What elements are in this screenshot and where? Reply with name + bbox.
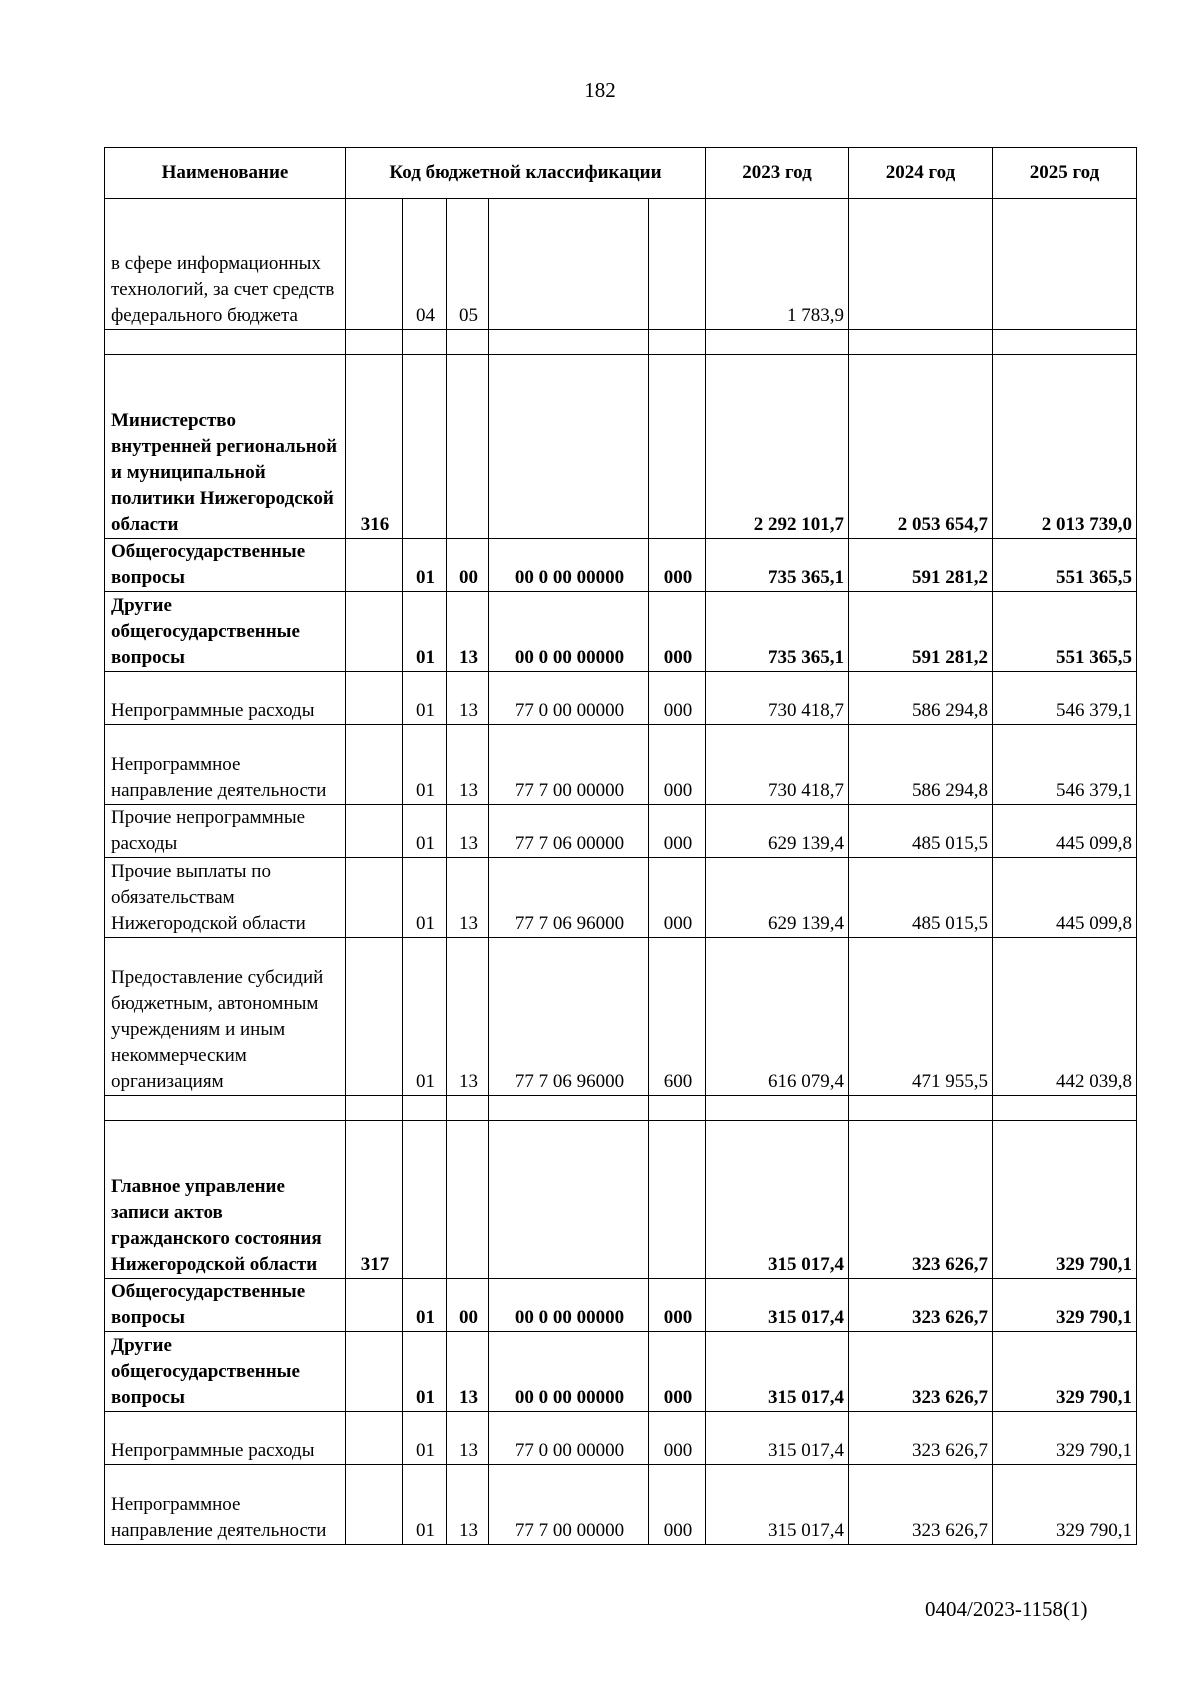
row-2024: 2 053 654,7 bbox=[849, 355, 993, 539]
row-pr: 13 bbox=[447, 858, 489, 938]
row-2025: 546 379,1 bbox=[993, 725, 1137, 805]
row-grbs bbox=[346, 672, 403, 725]
row-2024: 323 626,7 bbox=[849, 1332, 993, 1412]
row-grbs bbox=[346, 1332, 403, 1412]
row-pr: 13 bbox=[447, 1465, 489, 1545]
row-rz bbox=[403, 1121, 447, 1279]
table-row bbox=[105, 858, 1137, 938]
row-grbs bbox=[346, 539, 403, 592]
row-csr: 77 0 00 00000 bbox=[489, 1412, 649, 1465]
row-csr bbox=[489, 199, 649, 330]
row-2024: 323 626,7 bbox=[849, 1279, 993, 1332]
row-2023: 315 017,4 bbox=[706, 1279, 849, 1332]
row-2024: 591 281,2 bbox=[849, 539, 993, 592]
table-header-row bbox=[105, 148, 1137, 199]
row-name: Непрограммное направление деятельности bbox=[105, 1465, 346, 1545]
row-2025: 2 013 739,0 bbox=[993, 355, 1137, 539]
row-vr: 000 bbox=[649, 1412, 706, 1465]
row-name: Предоставление субсидий бюджетным, автономным учреждениям и иным некоммерческим организациям bbox=[105, 938, 346, 1096]
row-name: Министерство внутренней региональной и муниципальной политики Нижегородской области bbox=[105, 355, 346, 539]
row-grbs bbox=[346, 805, 403, 858]
row-2024 bbox=[849, 199, 993, 330]
row-2023: 730 418,7 bbox=[706, 725, 849, 805]
row-vr bbox=[649, 1121, 706, 1279]
header-2025: 2025 год bbox=[993, 148, 1137, 199]
row-pr: 00 bbox=[447, 539, 489, 592]
budget-table bbox=[104, 147, 1137, 1545]
row-2023: 315 017,4 bbox=[706, 1465, 849, 1545]
row-2025: 546 379,1 bbox=[993, 672, 1137, 725]
row-2024: 323 626,7 bbox=[849, 1412, 993, 1465]
table-row bbox=[105, 805, 1137, 858]
table-row bbox=[105, 539, 1137, 592]
row-grbs bbox=[346, 1465, 403, 1545]
row-vr: 600 bbox=[649, 938, 706, 1096]
row-vr: 000 bbox=[649, 539, 706, 592]
row-grbs bbox=[346, 938, 403, 1096]
row-2024: 586 294,8 bbox=[849, 672, 993, 725]
row-name: Общегосударственные вопросы bbox=[105, 1279, 346, 1332]
row-name: Прочие непрограммные расходы bbox=[105, 805, 346, 858]
row-2025: 329 790,1 bbox=[993, 1121, 1137, 1279]
row-name: Непрограммное направление деятельности bbox=[105, 725, 346, 805]
row-rz: 01 bbox=[403, 938, 447, 1096]
table-row bbox=[105, 1412, 1137, 1465]
row-rz bbox=[403, 355, 447, 539]
row-pr: 13 bbox=[447, 725, 489, 805]
row-rz: 01 bbox=[403, 858, 447, 938]
row-2025: 445 099,8 bbox=[993, 805, 1137, 858]
row-pr: 05 bbox=[447, 199, 489, 330]
row-2024: 323 626,7 bbox=[849, 1465, 993, 1545]
row-2023: 2 292 101,7 bbox=[706, 355, 849, 539]
row-grbs: 317 bbox=[346, 1121, 403, 1279]
row-grbs bbox=[346, 1279, 403, 1332]
table-row bbox=[105, 1465, 1137, 1545]
row-vr: 000 bbox=[649, 805, 706, 858]
row-csr: 77 7 00 00000 bbox=[489, 1465, 649, 1545]
row-grbs: 316 bbox=[346, 355, 403, 539]
row-pr: 13 bbox=[447, 1412, 489, 1465]
row-2024: 485 015,5 bbox=[849, 858, 993, 938]
table-row bbox=[105, 1332, 1137, 1412]
row-grbs bbox=[346, 1412, 403, 1465]
row-grbs bbox=[346, 725, 403, 805]
row-pr: 13 bbox=[447, 672, 489, 725]
row-pr bbox=[447, 1121, 489, 1279]
row-vr: 000 bbox=[649, 1279, 706, 1332]
row-name: Другие общегосударственные вопросы bbox=[105, 592, 346, 672]
row-2023: 735 365,1 bbox=[706, 539, 849, 592]
row-2023: 315 017,4 bbox=[706, 1121, 849, 1279]
row-name: Главное управление записи актов гражданского состояния Нижегородской области bbox=[105, 1121, 346, 1279]
row-rz: 01 bbox=[403, 1465, 447, 1545]
row-2025: 445 099,8 bbox=[993, 858, 1137, 938]
row-name: в сфере информационных технологий, за счет средств федерального бюджета bbox=[105, 199, 346, 330]
table-row bbox=[105, 199, 1137, 330]
row-rz: 01 bbox=[403, 1279, 447, 1332]
row-2025: 442 039,8 bbox=[993, 938, 1137, 1096]
row-rz: 01 bbox=[403, 1332, 447, 1412]
row-2025: 329 790,1 bbox=[993, 1465, 1137, 1545]
row-2023: 315 017,4 bbox=[706, 1332, 849, 1412]
row-2023: 730 418,7 bbox=[706, 672, 849, 725]
row-rz: 01 bbox=[403, 805, 447, 858]
row-grbs bbox=[346, 858, 403, 938]
row-name: Другие общегосударственные вопросы bbox=[105, 1332, 346, 1412]
row-2024: 471 955,5 bbox=[849, 938, 993, 1096]
row-grbs bbox=[346, 199, 403, 330]
row-csr bbox=[489, 1121, 649, 1279]
row-pr: 00 bbox=[447, 1279, 489, 1332]
header-2024: 2024 год bbox=[849, 148, 993, 199]
row-csr: 77 7 06 00000 bbox=[489, 805, 649, 858]
row-2024: 323 626,7 bbox=[849, 1121, 993, 1279]
row-csr: 77 7 06 96000 bbox=[489, 938, 649, 1096]
row-vr: 000 bbox=[649, 1465, 706, 1545]
row-rz: 01 bbox=[403, 725, 447, 805]
row-csr: 00 0 00 00000 bbox=[489, 592, 649, 672]
row-pr: 13 bbox=[447, 592, 489, 672]
header-2023: 2023 год bbox=[706, 148, 849, 199]
row-name: Прочие выплаты по обязательствам Нижегородской области bbox=[105, 858, 346, 938]
table-row bbox=[105, 938, 1137, 1096]
row-2025: 329 790,1 bbox=[993, 1279, 1137, 1332]
row-csr: 00 0 00 00000 bbox=[489, 1332, 649, 1412]
row-2025 bbox=[993, 199, 1137, 330]
row-2024: 591 281,2 bbox=[849, 592, 993, 672]
spacer-row bbox=[105, 330, 1137, 355]
row-2023: 629 139,4 bbox=[706, 805, 849, 858]
table-row bbox=[105, 1121, 1137, 1279]
row-pr bbox=[447, 355, 489, 539]
row-vr: 000 bbox=[649, 1332, 706, 1412]
row-name: Непрограммные расходы bbox=[105, 672, 346, 725]
row-csr: 00 0 00 00000 bbox=[489, 539, 649, 592]
row-csr: 77 7 00 00000 bbox=[489, 725, 649, 805]
row-rz: 01 bbox=[403, 672, 447, 725]
row-2024: 485 015,5 bbox=[849, 805, 993, 858]
row-csr: 77 0 00 00000 bbox=[489, 672, 649, 725]
row-2024: 586 294,8 bbox=[849, 725, 993, 805]
row-name: Непрограммные расходы bbox=[105, 1412, 346, 1465]
row-rz: 01 bbox=[403, 592, 447, 672]
row-2023: 616 079,4 bbox=[706, 938, 849, 1096]
document-code: 0404/2023-1158(1) bbox=[925, 1597, 1088, 1621]
row-2023: 1 783,9 bbox=[706, 199, 849, 330]
row-vr bbox=[649, 199, 706, 330]
row-2025: 329 790,1 bbox=[993, 1412, 1137, 1465]
row-pr: 13 bbox=[447, 805, 489, 858]
row-2023: 629 139,4 bbox=[706, 858, 849, 938]
table-row bbox=[105, 672, 1137, 725]
row-csr: 77 7 06 96000 bbox=[489, 858, 649, 938]
row-csr bbox=[489, 355, 649, 539]
header-name: Наименование bbox=[105, 148, 346, 199]
row-pr: 13 bbox=[447, 938, 489, 1096]
table-row bbox=[105, 355, 1137, 539]
row-csr: 00 0 00 00000 bbox=[489, 1279, 649, 1332]
row-vr: 000 bbox=[649, 592, 706, 672]
row-vr: 000 bbox=[649, 725, 706, 805]
row-rz: 04 bbox=[403, 199, 447, 330]
row-2023: 315 017,4 bbox=[706, 1412, 849, 1465]
row-rz: 01 bbox=[403, 539, 447, 592]
row-2025: 551 365,5 bbox=[993, 539, 1137, 592]
table-row bbox=[105, 592, 1137, 672]
row-vr bbox=[649, 355, 706, 539]
row-grbs bbox=[346, 592, 403, 672]
row-pr: 13 bbox=[447, 1332, 489, 1412]
row-name: Общегосударственные вопросы bbox=[105, 539, 346, 592]
row-2023: 735 365,1 bbox=[706, 592, 849, 672]
table-row bbox=[105, 725, 1137, 805]
table-row bbox=[105, 1279, 1137, 1332]
row-vr: 000 bbox=[649, 672, 706, 725]
page-number: 182 bbox=[584, 78, 616, 102]
header-code: Код бюджетной классификации bbox=[346, 148, 706, 199]
row-vr: 000 bbox=[649, 858, 706, 938]
row-2025: 329 790,1 bbox=[993, 1332, 1137, 1412]
row-2025: 551 365,5 bbox=[993, 592, 1137, 672]
row-rz: 01 bbox=[403, 1412, 447, 1465]
spacer-row bbox=[105, 1096, 1137, 1121]
